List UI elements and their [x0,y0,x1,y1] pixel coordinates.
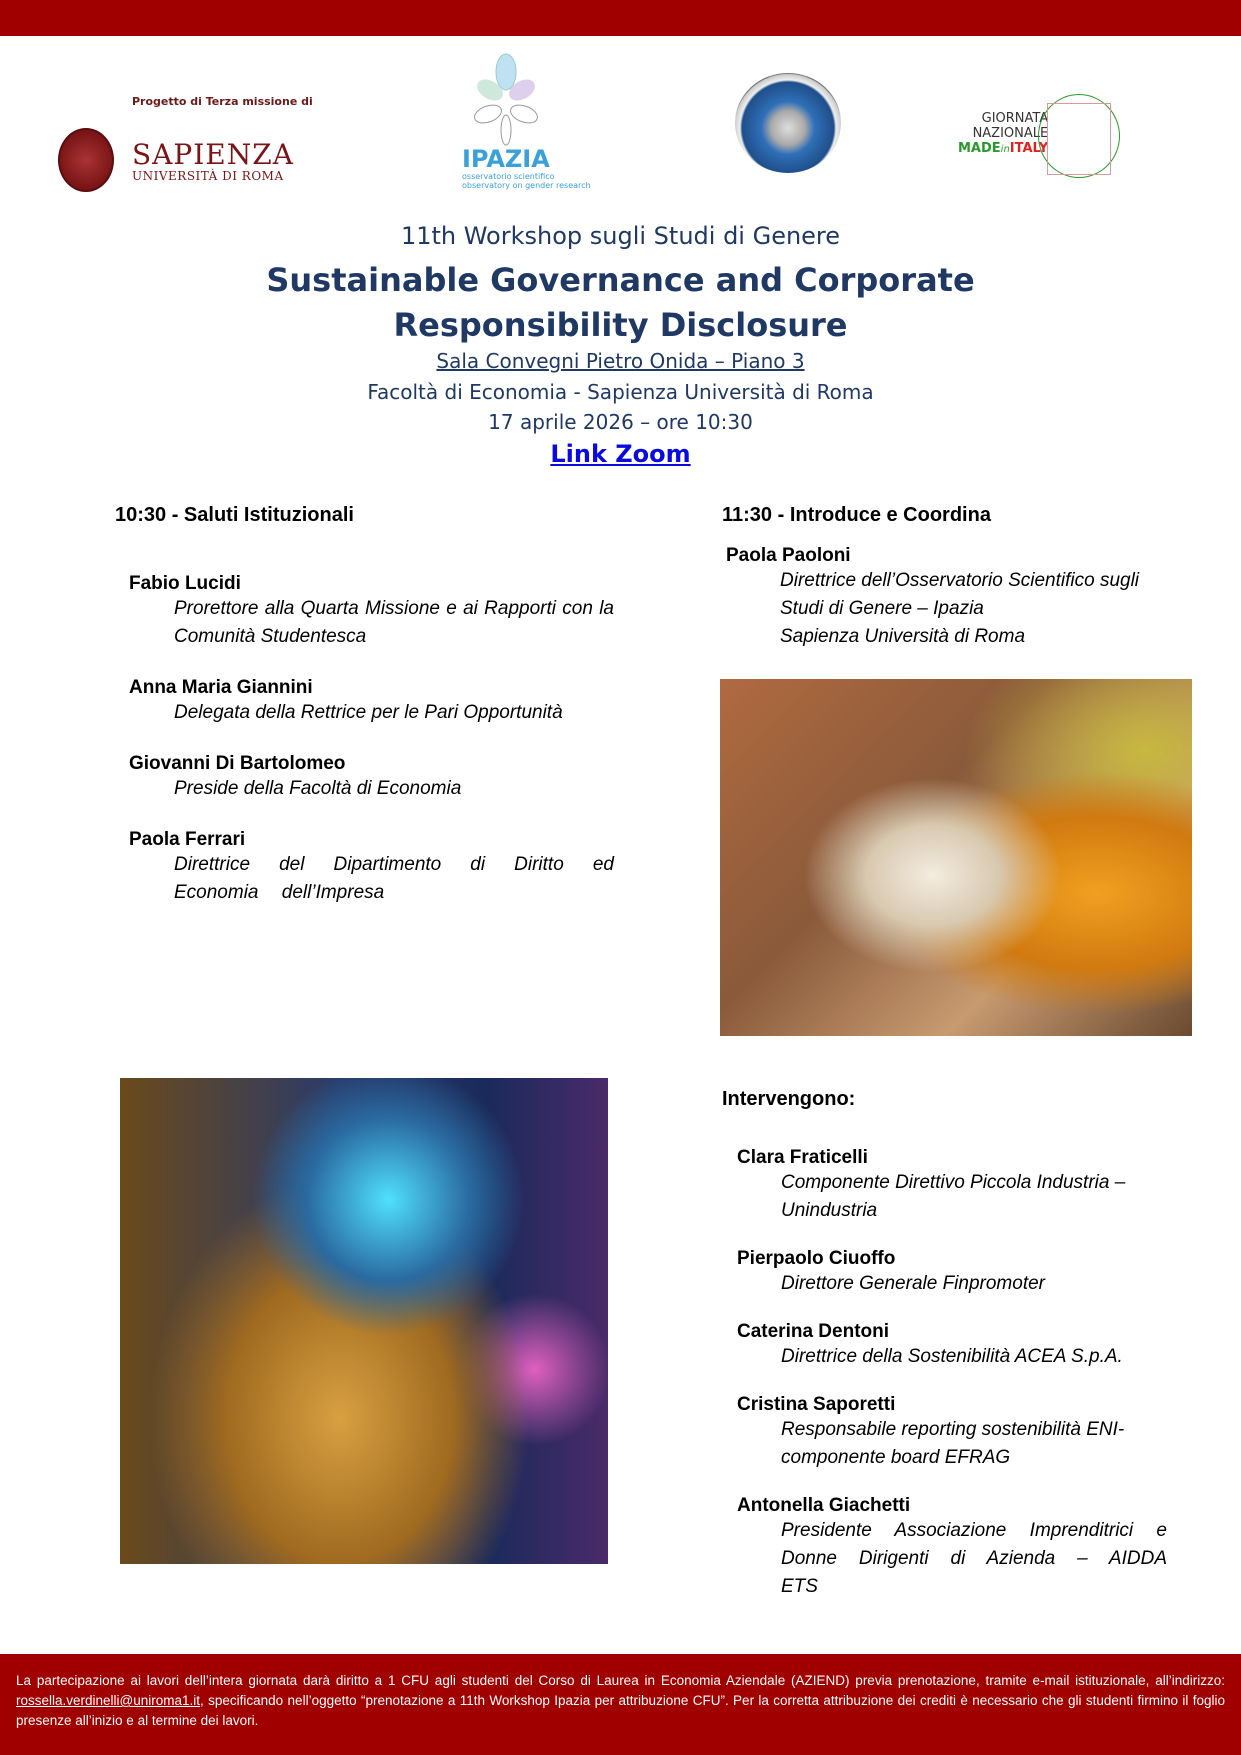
footer-cfu-notice [0,1654,1241,1755]
speaker-role: Direttrice della Sostenibilità ACEA S.p.A. [781,1346,1123,1367]
made-word: MADE [958,141,1001,156]
italy-word: ITALY [1009,141,1049,156]
speaker-name: Cristina Saporetti [737,1394,896,1415]
speaker-entry [737,1495,1167,1601]
speaker-role: Presidente Associazione Imprenditrici e Donne Dirigenti di Azienda – AIDDA ETS [781,1520,1167,1597]
event-date: 17 aprile 2026 – ore 10:30 [488,410,753,434]
sapienza-seal-logo [58,128,114,192]
speakers-heading: Intervengono: [722,1088,856,1110]
speakers-list [737,1147,1167,1601]
speaker-name: Giovanni Di Bartolomeo [129,753,346,774]
speaker-entry [129,573,614,651]
zoom-link[interactable]: Link Zoom [550,440,691,468]
speaker-role: Prorettore alla Quarta Missione e ai Rapporti con la Comunità Studentesca [174,598,614,647]
speaker-role: Responsabile reporting sostenibilità ENI-componente board EFRAG [781,1419,1125,1468]
sapienza-logo-sub: UNIVERSITÀ DI ROMA [132,169,284,183]
speaker-name: Antonella Giachetti [737,1495,911,1516]
made-in-italy-logo-text [958,111,1048,157]
left-section-heading: 10:30 - Saluti Istituzionali [115,504,354,526]
speaker-entry [129,829,614,907]
speaker-entry [737,1394,1167,1472]
vitruvian-man-icon [1038,94,1120,178]
event-room: Sala Convegni Pietro Onida – Piano 3 [436,349,805,373]
coordinator-role-1: Direttrice dell’Osservatorio Scientifico sugli [780,570,1140,591]
in-word: in [1000,144,1010,155]
ipazia-sub-1: osservatorio scientifico [462,172,555,181]
ipazia-flower-logo [462,52,550,147]
speaker-role: Delegata della Rettrice per le Pari Opportunità [174,702,563,723]
coordinator-name: Paola Paoloni [726,545,851,566]
event-faculty: Facoltà di Economia - Sapienza Università di Roma [367,380,874,404]
hypatia-illustration-image [120,1078,608,1564]
project-label: Progetto di Terza missione di [132,95,313,108]
giornata-line: GIORNATA [981,111,1049,126]
speaker-role: Preside della Facoltà di Economia [174,778,462,799]
institutional-greetings-list [129,573,614,907]
speaker-entry [737,1248,1167,1298]
coordinator-role-2: Studi di Genere – Ipazia [780,598,984,619]
footer-email-link[interactable]: rossella.verdinelli@uniroma1.it [16,1693,201,1708]
speaker-role: Direttore Generale Finpromoter [781,1273,1045,1294]
footer-text-2: , specificando nell’oggetto “prenotazione a 11th Workshop Ipazia per attribuzione CFU”. Per la corretta attribuzione dei crediti è necessario che gli studenti firmino il foglio presenze all’inizio e al termine dei lavori. [16,1693,1225,1728]
right-section-heading: 11:30 - Introduce e Coordina [722,504,991,526]
event-title-line-2: Responsibility Disclosure [393,306,848,344]
speaker-name: Paola Ferrari [129,829,246,850]
speaker-name: Clara Fraticelli [737,1147,868,1168]
ipazia-logo-sub [462,172,591,190]
coordinator-entry [726,545,1196,651]
footer-text-1: La partecipazione ai lavori dell’intera giornata darà diritto a 1 CFU agli studenti del Corso di Laurea in Economia Aziendale (AZIEND) previa prenotazione, tramite e-mail istituzionale, all’indirizzo: [16,1673,1225,1688]
event-subtitle: 11th Workshop sugli Studi di Genere [400,222,841,250]
nazionale-line: NAZIONALE [972,126,1049,141]
speaker-role: Componente Direttivo Piccola Industria – Unindustria [781,1172,1126,1221]
speaker-entry [129,753,614,803]
sapienza-logo-name: SAPIENZA [132,138,294,171]
top-banner [0,0,1241,36]
event-title-line-1: Sustainable Governance and Corporate [266,261,975,299]
event-title [0,258,1241,348]
speaker-role: Direttrice del Dipartimento di Diritto ed Economia dell’Impresa [174,854,614,903]
speaker-name: Caterina Dentoni [737,1321,890,1342]
speaker-name: Pierpaolo Ciuoffo [737,1248,896,1269]
speaker-name: Fabio Lucidi [129,573,241,594]
ipazia-sub-2: observatory on gender research [462,181,591,190]
speaker-entry [737,1147,1167,1225]
speaker-name: Anna Maria Giannini [129,677,313,698]
coordinator-role-3: Sapienza Università di Roma [780,626,1026,647]
speaker-entry [737,1321,1167,1371]
speaker-entry [129,677,614,727]
ipazia-logo-name: IPAZIA [462,145,550,173]
academy-seal-logo [735,73,841,173]
renaissance-fresco-image [720,679,1192,1036]
